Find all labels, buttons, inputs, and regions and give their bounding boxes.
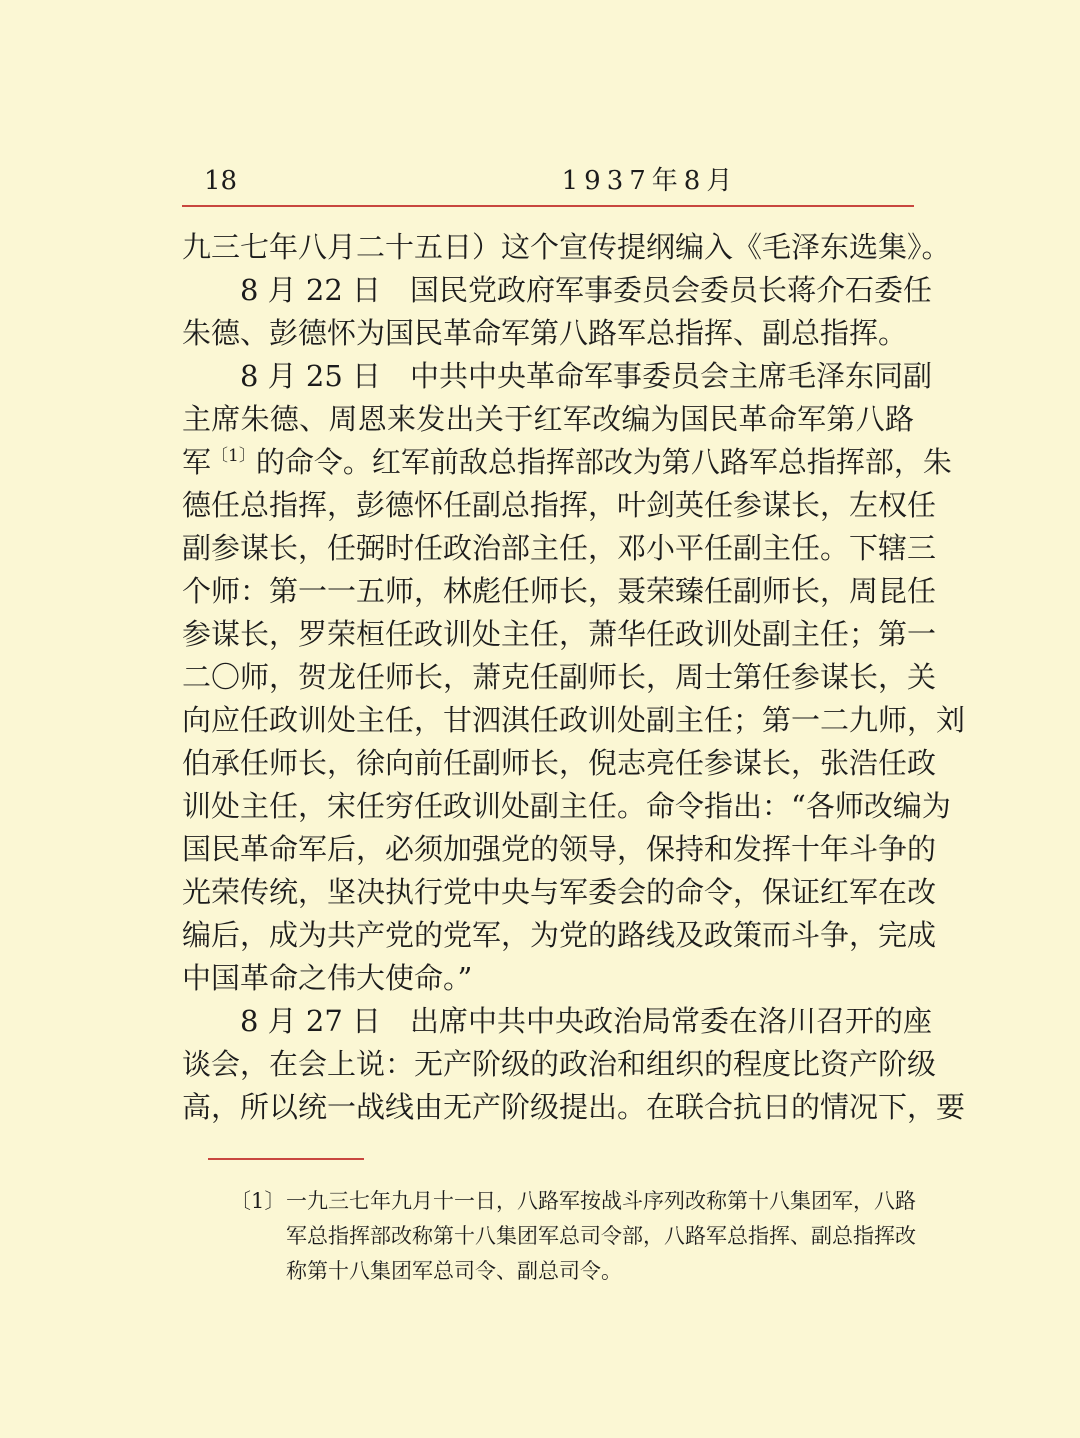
header-rule — [182, 205, 914, 207]
body-line: 伯承任师长，徐向前任副师长，倪志亮任参谋长，张浩任政 — [182, 746, 937, 780]
body-line-end: 的命令。红军前敌总指挥部改为第八路军总指挥部，朱 — [255, 445, 952, 479]
body-line: 光荣传统，坚决执行党中央与军委会的命令，保证红军在改 — [182, 875, 937, 909]
body-line: 参谋长，罗荣桓任政训处主任，萧华任政训处副主任；第一 — [182, 617, 937, 651]
body-line: 8 月 27 日 出席中共中央政治局常委在洛川召开的座 — [240, 1004, 933, 1038]
body-line: 副参谋长，任弼时任政治部主任，邓小平任副主任。下辖三 — [182, 531, 937, 565]
body-line: 国民革命军后，必须加强党的领导，保持和发挥十年斗争的 — [182, 832, 937, 866]
footnote-rule — [208, 1158, 364, 1160]
body-line: 向应任政训处主任，甘泗淇任政训处副主任；第一二九师，刘 — [182, 703, 966, 737]
body-line: 二〇师，贺龙任师长，萧克任副师长，周士第任参谋长，关 — [182, 660, 937, 694]
footnote-reference[interactable]: 〔1〕 — [211, 446, 256, 466]
page-header — [182, 162, 914, 202]
body-line: 德任总指挥，彭德怀任副总指挥，叶剑英任参谋长，左权任 — [182, 488, 937, 522]
body-line: 编后，成为共产党的党军，为党的路线及政策而斗争，完成 — [182, 918, 937, 952]
body-line: 8 月 25 日 中共中央革命军事委员会主席毛泽东同副 — [240, 359, 933, 393]
body-line: 谈会，在会上说：无产阶级的政治和组织的程度比资产阶级 — [182, 1047, 937, 1081]
footnote-line: 军总指挥部改称第十八集团军总司令部，八路军总指挥、副总指挥改 — [286, 1224, 916, 1248]
body-line: 高，所以统一战线由无产阶级提出。在联合抗日的情况下，要 — [182, 1090, 966, 1124]
body-line: 个师：第一一五师，林彪任师长，聂荣臻任副师长，周昆任 — [182, 574, 937, 608]
body-line: 九三七年八月二十五日）这个宣传提纲编入《毛泽东选集》。 — [182, 230, 951, 264]
body-line: 中国革命之伟大使命。” — [182, 961, 473, 995]
body-text — [182, 226, 966, 1129]
body-line: 朱德、彭德怀为国民革命军第八路军总指挥、副总指挥。 — [182, 316, 908, 350]
page-number: 18 — [204, 166, 238, 196]
body-line — [182, 441, 952, 484]
running-head: 1937年8月 — [561, 166, 739, 196]
body-line: 8 月 22 日 国民党政府军事委员会委员长蒋介石委任 — [240, 273, 933, 307]
footnote-line: 一九三七年九月十一日，八路军按战斗序列改称第十八集团军，八路 — [286, 1189, 916, 1213]
body-line: 训处主任，宋任穷任政训处副主任。命令指出：“各师改编为 — [182, 789, 951, 823]
footnote-text — [286, 1184, 914, 1289]
body-line: 主席朱德、周恩来发出关于红军改编为国民革命军第八路 — [182, 402, 914, 436]
footnote-line: 称第十八集团军总司令、副总司令。 — [286, 1259, 622, 1283]
footnote-marker: 〔1〕 — [230, 1189, 286, 1213]
body-line-start: 军 — [182, 445, 212, 479]
